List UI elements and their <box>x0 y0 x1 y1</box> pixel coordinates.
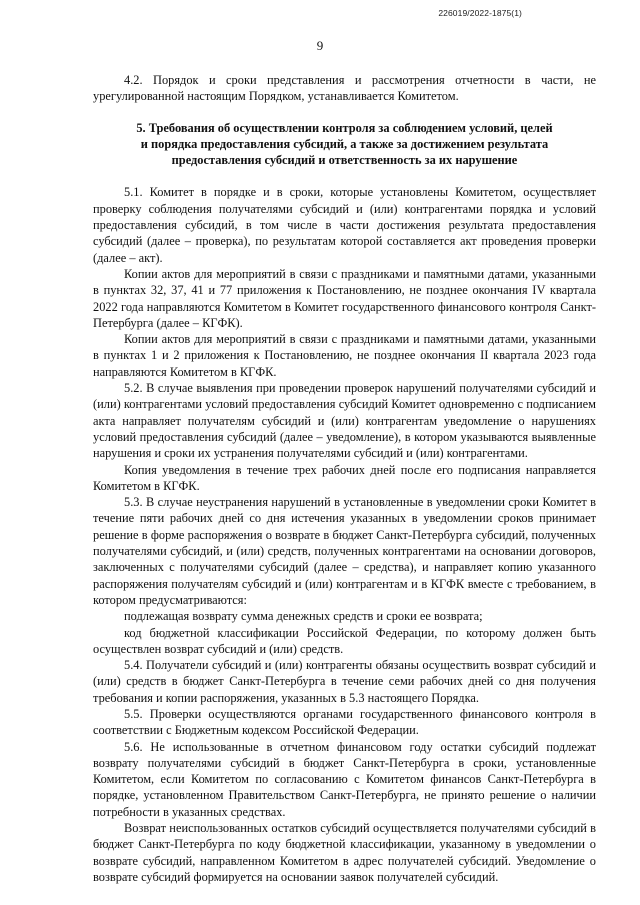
section-heading <box>93 120 596 169</box>
paragraph-5-2: 5.2. В случае выявления при проведении проверок нарушений получателями субсидий и (или) контрагентами условий предоставления субсидий Комитет одновременно с подписанием акта направляет получателям субсидий и (или) контрагентам уведомление о нарушениях условий предоставления субсидий (далее – уведомление), в котором указываются выявленные нарушения и сроки их устранения получателями субсидий и (или) контрагентами. <box>93 381 596 461</box>
paragraph-acts-2022: Копии актов для мероприятий в связи с праздниками и памятными датами, указанными в пунктах 32, 37, 41 и 77 приложения к Постановлению, не позднее окончания IV квартала 2022 года направляются Комитетом в Комитет государственного финансового контроля Санкт-Петербурга (далее – КГФК). <box>93 266 596 330</box>
section-heading-line: и порядка предоставления субсидий, а также за достижением результата <box>140 136 549 151</box>
paragraph-5-5: 5.5. Проверки осуществляются органами государственного финансового контроля в соответствии с Бюджетным кодексом Российской Федерации. <box>93 706 596 738</box>
paragraph-notice-copy: Копия уведомления в течение трех рабочих дней после его подписания направляется Комитетом в КГФК. <box>93 462 596 493</box>
document-body <box>93 72 596 885</box>
page-number: 9 <box>316 38 324 53</box>
paragraph-acts-2023: Копии актов для мероприятий в связи с праздниками и памятными датами, указанными в пунктах 1 и 2 приложения к Постановлению, не позднее окончания II квартала 2023 года направляются Комитетом в КГФК. <box>93 332 596 379</box>
section-heading-line: предоставления субсидий и ответственность за их нарушение <box>171 153 518 168</box>
paragraph-5-1: 5.1. Комитет в порядке и в сроки, которые установлены Комитетом, осуществляет проверку соблюдения получателями субсидий и (или) контрагентами порядка и условий предоставления субсидий, в том числе в части достижения результата предоставления субсидий (далее – проверка), по результатам которой составляется акт проведения проверки (далее – акт). <box>93 185 596 265</box>
document-id: 226019/2022-1875(1) <box>438 8 522 18</box>
paragraph-refund-amount: подлежащая возврату сумма денежных средств и сроки ее возврата; <box>124 609 483 624</box>
paragraph-5-3: 5.3. В случае неустранения нарушений в установленные в уведомлении сроки Комитет в течение пяти рабочих дней со дня истечения указанных в уведомлении сроков принимает решение в форме распоряжения о возврате в бюджет Санкт-Петербурга субсидий, полученных получателями субсидий, и (или) средств, полученных контрагентами на основании договоров, заключенных с получателями субсидий (далее – средства), и направляет копию указанного распоряжения получателям субсидий и (или) контрагентам и в КГФК вместе с требованием, в котором предусматриваются: <box>93 495 596 607</box>
paragraph-5-6: 5.6. Не использованные в отчетном финансовом году остатки субсидий подлежат возврату получателями субсидий в бюджет Санкт-Петербурга в сроки, установленные Комитетом, если Комитетом по согласованию с Комитетом финансов Санкт-Петербурга в порядке, установленном Правительством Санкт-Петербурга, не принято решение о наличии потребности в указанных средствах. <box>93 739 596 819</box>
paragraph-refund-unused: Возврат неиспользованных остатков субсидий осуществляется получателями субсидий в бюджет Санкт-Петербурга по коду бюджетной классификации, указанному в уведомлении о возврате субсидий, направленном Комитетом в адрес получателей субсидий. Уведомление о возврате субсидий формируется на основании заявок получателей субсидий. <box>93 821 596 884</box>
paragraph-5-4: 5.4. Получатели субсидий и (или) контрагенты обязаны осуществить возврат субсидий и (или) средств в бюджет Санкт-Петербурга в течение семи рабочих дней со дня получения требования и копии распоряжения, указанных в 5.3 настоящего Порядка. <box>93 658 596 705</box>
section-heading-line: 5. Требования об осуществлении контроля за соблюдением условий, целей <box>136 120 553 135</box>
paragraph-4-2: 4.2. Порядок и сроки представления и рассмотрения отчетности в части, не урегулированной настоящим Порядком, устанавливается Комитетом. <box>93 73 596 104</box>
paragraph-budget-code: код бюджетной классификации Российской Федерации, по которому должен быть осуществлен возврат субсидий и (или) средств. <box>93 625 596 656</box>
